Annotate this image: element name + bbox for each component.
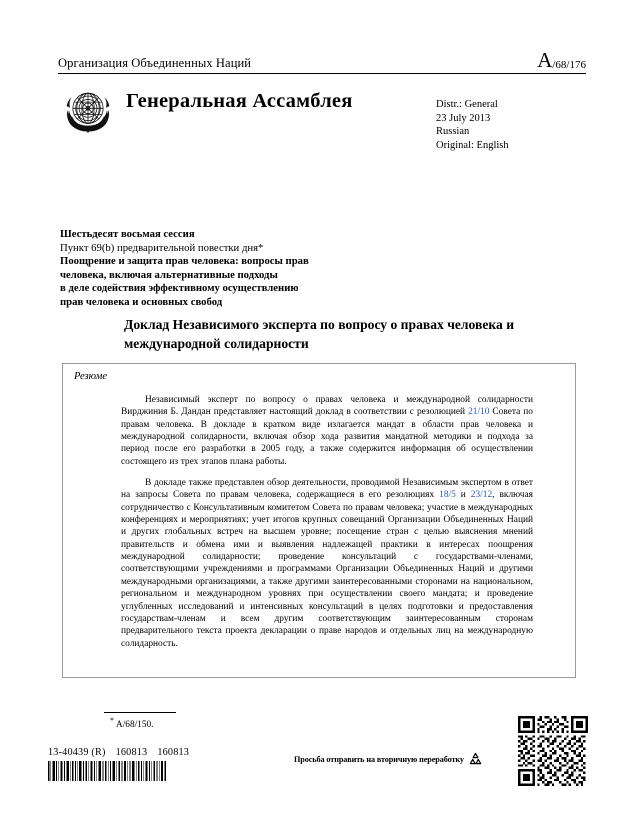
distribution-date: 23 July 2013 (436, 112, 491, 124)
agenda-topic-line-4: прав человека и основных свобод (60, 295, 223, 308)
session-number: Шестьдесят восьмая сессия (60, 228, 195, 240)
recycle-notice (294, 752, 483, 766)
barcode-icon (48, 761, 166, 781)
summary-box (62, 363, 576, 678)
masthead-top-row (58, 50, 586, 73)
job-date-2: 160813 (157, 747, 190, 758)
summary-p2-text-2: и (455, 490, 471, 501)
summary-body (121, 394, 533, 650)
resolution-link-23-12[interactable]: 23/12 (470, 490, 493, 501)
footnote (110, 716, 153, 730)
summary-p1-text-2: Совета по правам человека. В докладе в кратком виде излагается мандат в области прав человека и международной солидарности, включая обзор хода развития мандатной методики и подхода за период после его разработки в 2005 году, а также содержится информация об осуществлении состоящего из трех этапов плана работы. (121, 407, 533, 467)
masthead (58, 50, 586, 152)
un-emblem-icon (60, 82, 116, 138)
job-number-line (48, 747, 199, 758)
document-symbol-number: /68/176 (552, 59, 586, 71)
masthead-divider (58, 73, 586, 74)
footnote-text: A/68/150. (116, 720, 154, 731)
session-info (60, 228, 460, 310)
body-name-heading: Генеральная Ассамблея (126, 90, 353, 112)
summary-p2-text-1: В докладе также представлен обзор деятельности, проводимой Независимым экспертом в ответ на запросы Совета по правам человека, содержащиеся в его резолюциях (121, 478, 533, 501)
agenda-topic-line-3: в деле содействия эффективному осуществлению (60, 282, 299, 295)
job-number: 13-40439 (R) (48, 747, 106, 758)
summary-p2-text-3: , включая сотрудничество с Консультативным комитетом Совета по правам человека; участие в международных конференциях и мероприятиях; учет итогов крупных совещаний Организации Объединенных Наций и других глобальных встреч на высшем уровне; посещение стран с целью выяснения мнений правительств и обмена ими и выявления надлежащей практики в интересах поощрения международной солидарности; проведение консультаций с государствами-членами, соответствующими учреждениями и программами Организации Объединенных Наций и другими международными организациями, а также другими заинтересованными сторонами на национальном, региональном и международном уровнях при осуществлении своего мандата; и проведение углубленных исследований и интенсивных консультаций в целях подготовки и предоставления государствам-членам и всем другим соответствующим заинтересованным сторонам предварительного текста проекта декларации о праве народов и отдельных лиц на международную солидарность. (121, 490, 533, 649)
summary-paragraph-1 (121, 394, 533, 468)
recycle-icon (468, 752, 483, 766)
page-title: Доклад Независимого эксперта по вопросу о правах человека и международной солидарности (124, 317, 515, 351)
footnote-divider (104, 712, 176, 713)
summary-p1-text-1: Независимый эксперт по вопросу о правах человека и международной солидарности Вирджиния Б. Дандан представляет настоящий доклад в соответствии с резолюцией (121, 395, 533, 418)
document-symbol-letter: A (537, 48, 553, 72)
agenda-topic-line-1: Поощрение и защита прав человека: вопросы прав (60, 255, 309, 268)
masthead-body-row (58, 80, 586, 152)
qr-code-icon (518, 716, 588, 786)
resolution-link-21-10[interactable]: 21/10 (468, 407, 490, 418)
recycle-text: Просьба отправить на вторичную переработку (294, 754, 464, 764)
job-date-1: 160813 (115, 747, 148, 758)
footnote-marker: * (110, 716, 114, 725)
resolution-link-18-5[interactable]: 18/5 (439, 490, 456, 501)
distribution-language: Russian (436, 126, 470, 137)
distribution-block (436, 98, 586, 152)
agenda-item: Пункт 69(b) предварительной повестки дня* (60, 241, 264, 254)
summary-paragraph-2 (121, 477, 533, 650)
agenda-topic-line-2: человека, включая альтернативные подходы (60, 268, 278, 281)
organization-name: Организация Объединенных Наций (58, 56, 252, 70)
distribution-type: Distr.: General (436, 99, 498, 110)
distribution-original: Original: English (436, 139, 509, 151)
summary-label: Резюме (74, 371, 108, 382)
document-symbol (537, 50, 586, 71)
